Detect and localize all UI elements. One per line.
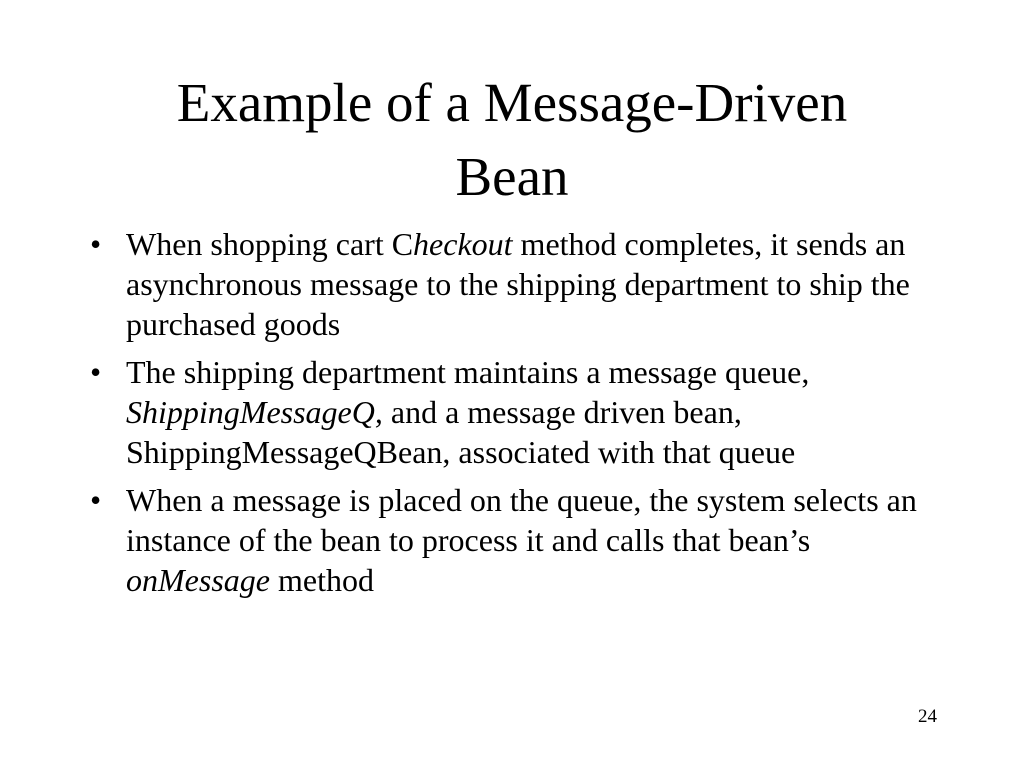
bullet-text-part: and a message driven bean, ShippingMessageQBean, associated with that queue	[126, 394, 796, 470]
bullet-text-part: When shopping cart C	[126, 226, 414, 262]
bullet-text-part: method	[269, 562, 374, 598]
bullet-icon: •	[90, 226, 102, 262]
bullet-item-on-message	[90, 480, 950, 600]
bullet-item-checkout	[90, 224, 950, 344]
bullet-text-italic: heckout	[413, 226, 513, 262]
bullet-list	[90, 224, 950, 608]
slide-title-line-1: Example of a Message-Driven	[176, 72, 848, 133]
bullet-icon: •	[90, 354, 102, 390]
bullet-text-part: When a message is placed on the queue, the system selects an instance of the bean to process it and calls that bean’s	[126, 482, 917, 558]
bullet-text-part: method completes, it sends an asynchronous message to the shipping department to ship the purchased goods	[126, 226, 910, 342]
page-number: 24	[918, 706, 937, 727]
bullet-text-part: The shipping department maintains a message queue,	[126, 354, 810, 390]
slide-title	[60, 66, 964, 214]
bullet-text-italic: onMessage	[126, 562, 270, 598]
bullet-text-italic: ShippingMessageQ,	[126, 394, 383, 430]
slide-title-line-2: Bean	[455, 146, 569, 207]
bullet-item-shipping-queue	[90, 352, 950, 472]
bullet-icon: •	[90, 482, 102, 518]
